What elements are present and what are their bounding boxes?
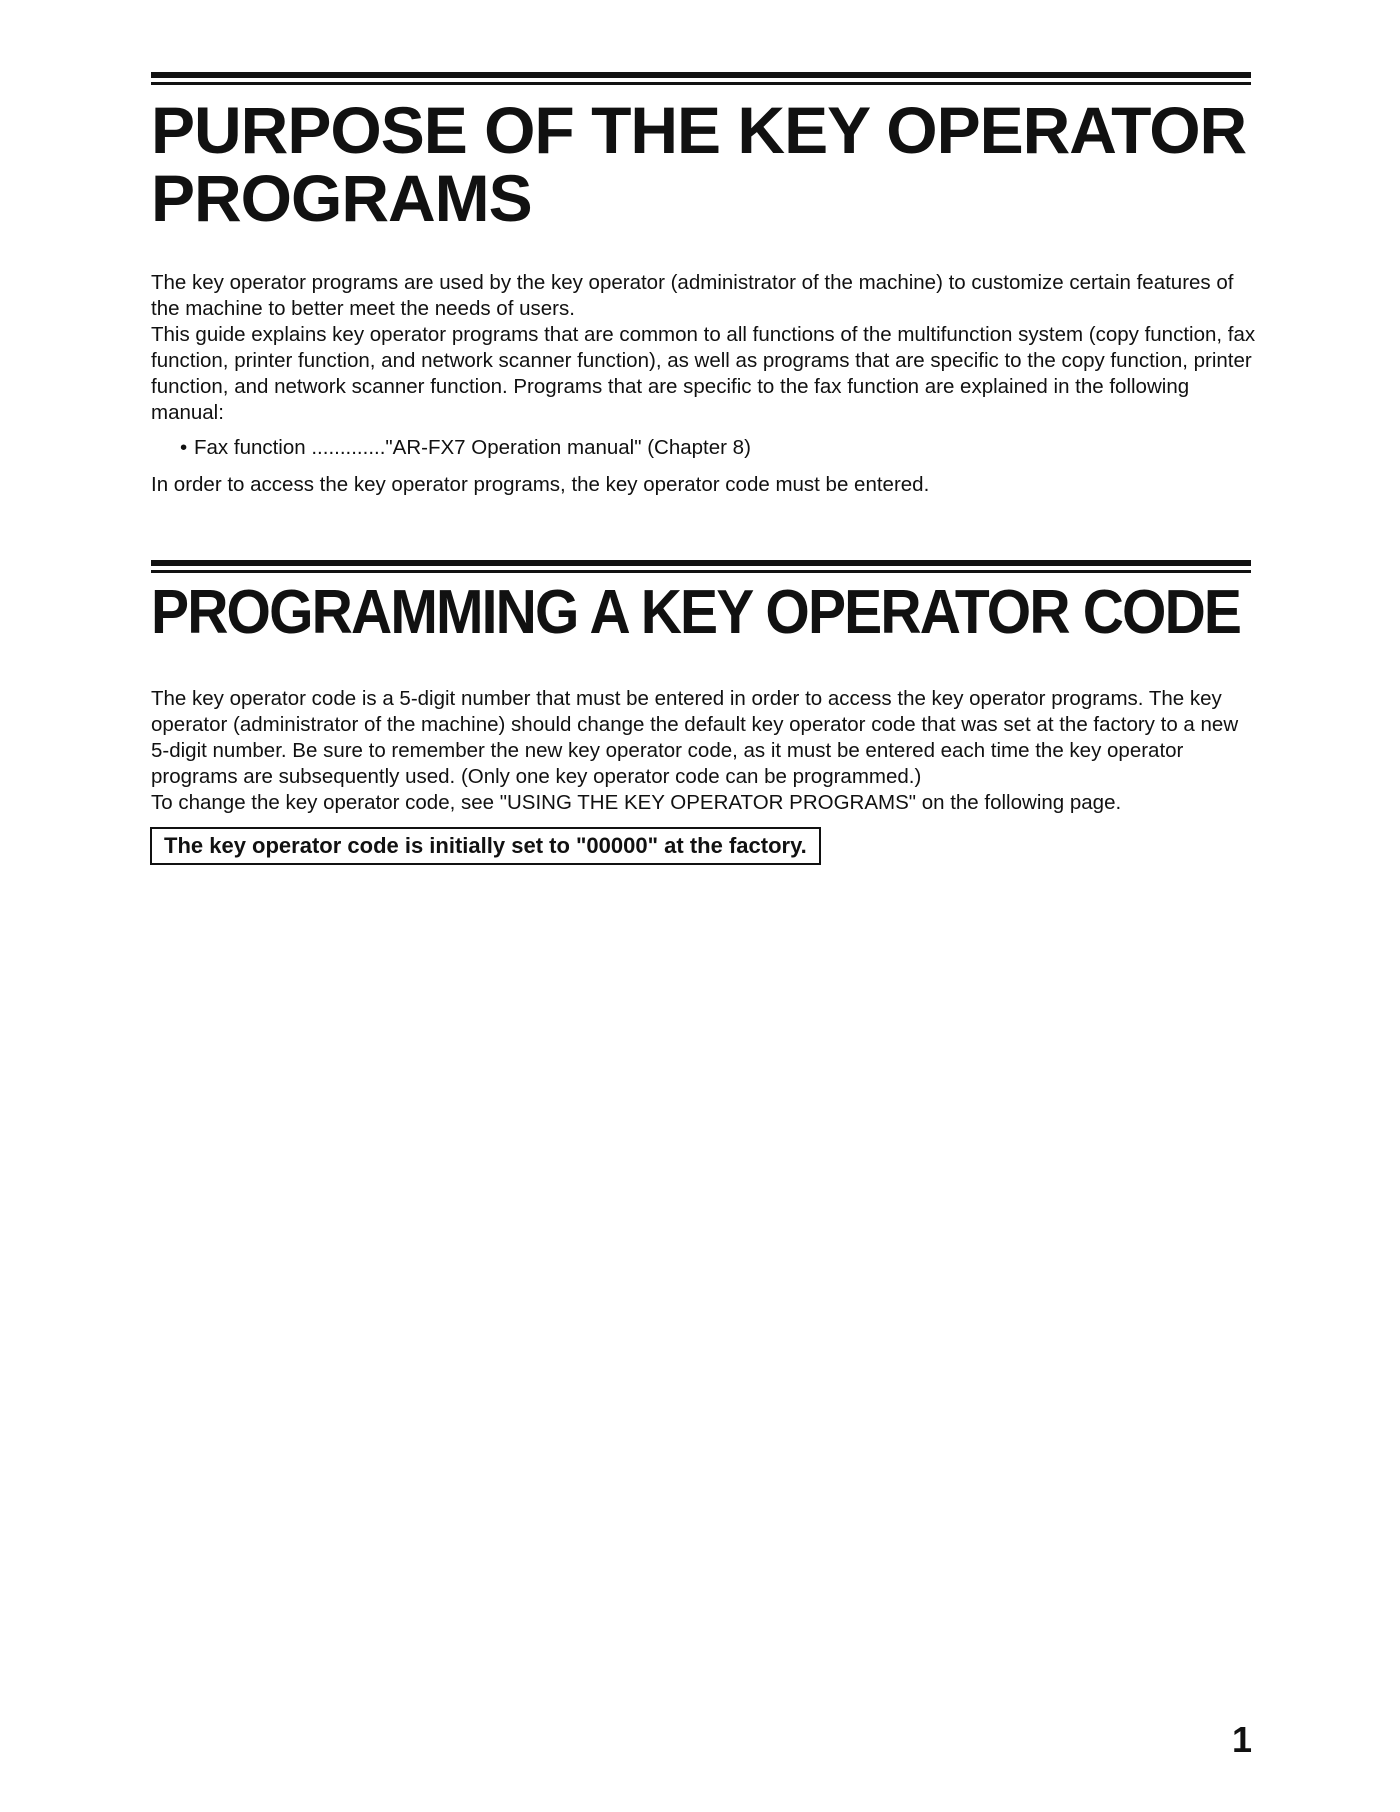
section2-top-rule-thick (151, 560, 1251, 566)
bullet-icon: • (180, 436, 188, 459)
section1-paragraph2: This guide explains key operator programs that are common to all functions of the multifunction system (copy function, fax function, printer function, and network scanner function), as well as programs that are specific to the copy function, printer function, and network scanner function. Programs that are specific to the fax function are explained in the following manual: (151, 323, 1256, 424)
section1-top-rule-thin (151, 82, 1251, 85)
section2-paragraph2: To change the key operator code, see "USING THE KEY OPERATOR PROGRAMS" on the following page. (151, 791, 1122, 814)
page-number: 1 (1231, 1719, 1252, 1760)
section1-bullet-text: Fax function ............."AR-FX7 Operation manual" (Chapter 8) (194, 436, 751, 459)
section2-heading: PROGRAMMING A KEY OPERATOR CODE (151, 578, 1241, 647)
section1-top-rule-thick (151, 72, 1251, 78)
section1-heading (151, 93, 1271, 235)
section1-bullet-item (180, 435, 751, 461)
section1-heading-line2: PROGRAMS (151, 161, 532, 235)
section1-paragraph1: The key operator programs are used by the key operator (administrator of the machine) to customize certain features of the machine to better meet the needs of users. (151, 271, 1234, 320)
factory-default-notice: The key operator code is initially set to "00000" at the factory. (150, 827, 821, 865)
section2-paragraph1: The key operator code is a 5-digit number that must be entered in order to access the key operator programs. The key operator (administrator of the machine) should change the default key operator code that was set at the factory to a new 5-digit number. Be sure to remember the new key operator code, as it must be entered each time the key operator programs are subsequently used. (Only one key operator code can be programmed.) (151, 687, 1239, 788)
section2-top-rule-thin (151, 570, 1251, 573)
section1-heading-line1: PURPOSE OF THE KEY OPERATOR (151, 93, 1247, 167)
section1-paragraph3: In order to access the key operator programs, the key operator code must be entered. (151, 473, 930, 496)
